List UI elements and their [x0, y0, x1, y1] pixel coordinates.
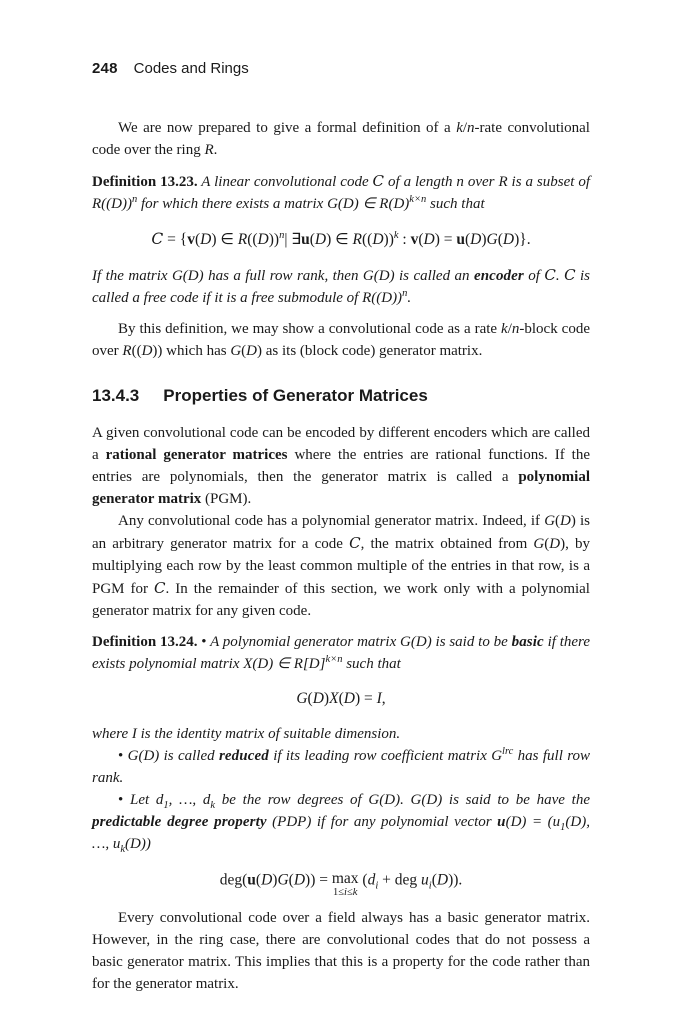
- definition-paragraph: [92, 170, 590, 215]
- section-heading: [92, 384, 590, 408]
- equation: G(D)X(D) = I,: [296, 690, 386, 707]
- definition-text: Let $d_1$, …, $d_k$ be the row degrees of G(D). G(D) is said to be have the predictable degree property (PDP) if for any polynomial vector $u(D) = (u_1(D)$, …, $u_k(D)$): [92, 792, 590, 855]
- page-header: [92, 58, 590, 80]
- bullet-marker: •: [118, 792, 124, 808]
- bullet-marker: •: [118, 748, 124, 764]
- definition-text: A polynomial generator matrix G(D) is said to be basic if there exists polynomial matrix X(D) ∈ $R[D]^{k\times n}$ such that: [92, 634, 591, 672]
- paragraph: Every convolutional code over a field always has a basic generator matrix. However, in the ring case, there are convolutional codes that do not possess a basic generator matrix. This implies that this is a property for the code rather than for the generator matrix.: [92, 910, 590, 992]
- text-column: [92, 58, 590, 995]
- definition-paragraph: [92, 789, 590, 855]
- equation: deg(u(D)G(D)) = max 1≤i≤k ($d_i$ + deg $u_i(D)$).: [219, 870, 463, 898]
- definition-paragraph: [92, 631, 590, 675]
- definition-text: G(D) is called reduced if its leading row coefficient matrix $G^{lrc}$ has full row rank.: [92, 746, 591, 786]
- paragraph: Any convolutional code has a polynomial generator matrix. Indeed, if G(D) is an arbitrary generator matrix for a code C, the matrix obtained from G(D), by multiplying each row by the least common multiple of the entries in that row, is a PGM for C. In the remainder of this section, we work only with a polynomial generator matrix for any given code.: [92, 513, 591, 619]
- definition-paragraph: [92, 745, 590, 789]
- equation: C = {v(D) ∈ $R((D))^n|$ ∃u(D) ∈ $R((D))^k$ : v(D) = u(D)G(D)}.: [151, 229, 531, 248]
- definition-paragraph: [92, 264, 590, 309]
- definition-paragraph: [92, 723, 590, 745]
- paragraph: By this definition, we may show a convolutional code as a rate k/n-block code over R((D)) which has G(D) as its (block code) generator matrix.: [92, 321, 591, 359]
- paragraph: We are now prepared to give a formal definition of a k/n-rate convolutional code over the ring R.: [92, 120, 590, 158]
- page-body: [92, 117, 590, 995]
- section-title: Properties of Generator Matrices: [163, 386, 428, 405]
- bullet-marker: •: [201, 634, 207, 650]
- paragraph: A given convolutional code can be encoded by different encoders which are called a rational generator matrices where the entries are rational functions. If the entries are polynomials, then the generator matrix is called a polynomial generator matrix (PGM).: [92, 425, 590, 507]
- definition-label: Definition 13.23.: [92, 174, 198, 190]
- definition-label: Definition 13.24.: [92, 634, 198, 650]
- definition-text: A linear convolutional code C of a length n over R is a subset of $R((D))^n$ for which there exists a matrix G(D) ∈ $R(D)^{k\times n}$ such that: [92, 172, 591, 212]
- running-title: Codes and Rings: [133, 60, 249, 77]
- page-number: 248: [92, 60, 118, 77]
- section-number: 13.4.3: [92, 386, 140, 405]
- definition-text: where I is the identity matrix of suitable dimension.: [92, 726, 401, 742]
- definition-text: If the matrix G(D) has a full row rank, then G(D) is called an encoder of C. C is called a free code if it is a free submodule of $R((D))^n$.: [92, 266, 591, 306]
